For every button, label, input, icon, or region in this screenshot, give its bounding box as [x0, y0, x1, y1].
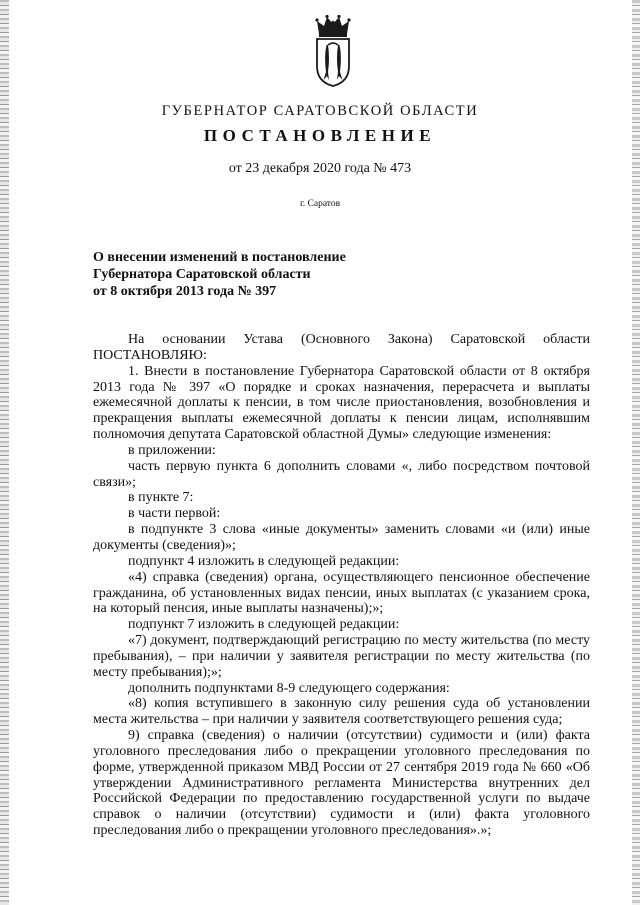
paragraph-5: в части первой:	[128, 506, 221, 522]
saratov-coat-of-arms-icon	[313, 14, 353, 88]
document-subject	[93, 250, 346, 300]
decree-word: ПОСТАНОВЛЯЮ:	[93, 347, 207, 363]
subject-line-1: О внесении изменений в постановление	[93, 250, 346, 265]
paragraph-3: часть первую пункта 6 дополнить словами «, либо посредством почтовой связи»;	[93, 458, 590, 490]
subject-line-2: Губернатора Саратовской области	[93, 266, 311, 282]
paragraph-11: дополнить подпунктами 8-9 следующего содержания:	[128, 680, 450, 696]
paragraph-12: «8) копия вступившего в законную силу решения суда об установлении места жительства – при наличии у заявителя соответствующего решения суда;	[93, 696, 590, 728]
document-type: ПОСТАНОВЛЕНИЕ	[203, 126, 437, 145]
basis-paragraph: На основании Устава (Основного Закона) Саратовской области	[128, 332, 590, 347]
paragraph-7: подпункт 4 изложить в следующей редакции:	[128, 553, 400, 569]
document-body	[93, 332, 590, 839]
paragraph-9: подпункт 7 изложить в следующей редакции:	[128, 617, 400, 633]
document-city: г. Саратов	[299, 199, 341, 209]
paragraph-2: в приложении:	[128, 442, 216, 458]
document-date-number: от 23 декабря 2020 года № 473	[228, 161, 412, 176]
paragraph-10: «7) документ, подтверждающий регистрацию по месту жительства (по месту пребывания), – при наличии у заявителя регистрации по месту жительства (по месту пребывания);»;	[93, 633, 590, 680]
paragraph-13: 9) справка (сведения) о наличии (отсутствии) судимости и (или) факта уголовного преследования либо о прекращении уголовного преследования по форме, утвержденной приказом МВД России от 27 сентября 2019 года № 660 «Об утверждении Административного регламента Министерства внутренних дел Российской Федерации по предоставлению государственной услуги по выдаче справок о наличии (отсутствии) судимости и (или) факта уголовного преследования либо о прекращении уголовного преследования».»;	[93, 728, 590, 839]
paragraph-4: в пункте 7:	[128, 490, 194, 506]
paragraph-6: в подпункте 3 слова «иные документы» заменить словами «и (или) иные документы (сведения)»;	[93, 522, 590, 553]
paragraph-1: 1. Внести в постановление Губернатора Саратовской области от 8 октября 2013 года № 397 «О порядке и сроках назначения, перерасчета и выплаты ежемесячной доплаты к пенсии, в том числе приостановления, возобновления и прекращения выплаты ежемесячной доплаты к пенсии лицам, исполнявшим полномочия депутата Саратовской областной Думы» следующие изменения:	[93, 363, 590, 443]
paragraph-8: «4) справка (сведения) органа, осуществляющего пенсионное обеспечение гражданина, об установленных видах пенсии, иных выплатах (с указанием срока, на который пенсия, иные выплаты назначены);»;	[93, 569, 590, 617]
governor-heading: ГУБЕРНАТОР САРАТОВСКОЙ ОБЛАСТИ	[161, 103, 479, 119]
subject-line-3: от 8 октября 2013 года № 397	[93, 283, 277, 299]
